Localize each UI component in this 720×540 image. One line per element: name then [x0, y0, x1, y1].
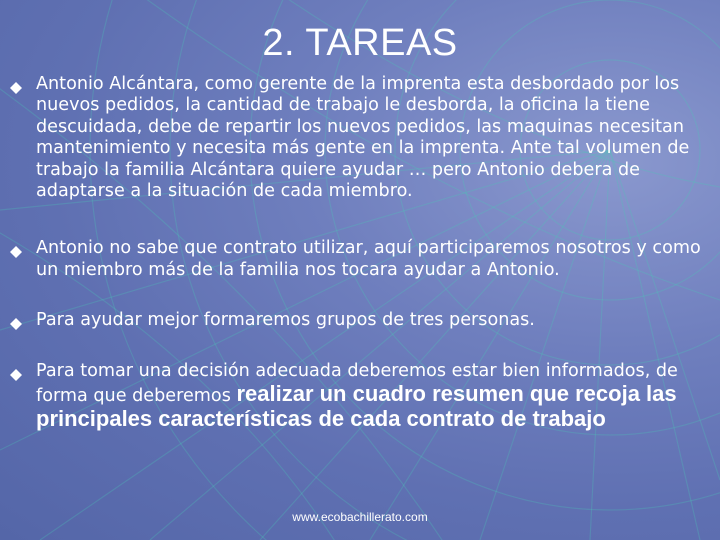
footer-website: www.ecobachillerato.com [292, 510, 428, 524]
slide-title: 2. TAREAS [262, 22, 458, 64]
bullet-emphasis-text: realizar un cuadro resumen que recoja las principales características de cada contrato de trabajo [36, 381, 677, 432]
bullet-item [6, 310, 716, 331]
diamond-bullet-icon [10, 246, 22, 258]
bullet-text: Para ayudar mejor formaremos grupos de tres personas. [36, 310, 535, 331]
diamond-bullet-icon [10, 369, 22, 381]
bullet-item [6, 361, 716, 433]
diamond-bullet-icon [10, 318, 22, 330]
bullet-text: Para tomar una decisión adecuada deberemos estar bien informados, de forma que deberemos [36, 360, 678, 407]
diamond-bullet-icon [10, 82, 22, 94]
bullet-list [6, 74, 716, 433]
bullet-item [6, 238, 716, 281]
bullet-text: Antonio no sabe que contrato utilizar, aquí participaremos nosotros y como un miembro más de la familia nos tocara ayudar a Antonio. [36, 238, 701, 280]
bullet-item [6, 74, 716, 202]
bullet-text: Antonio Alcántara, como gerente de la imprenta esta desbordado por los nuevos pedidos, la cantidad de trabajo le desborda, la oficina la tiene descuidada, debe de repartir los nuevos pedidos, las maquinas necesitan mantenimiento y necesita más gente en la imprenta. Ante tal volumen de trabajo la familia Alcántara quiere ayudar … pero Antonio debera de adaptarse a la situación de cada miembro. [36, 74, 690, 202]
